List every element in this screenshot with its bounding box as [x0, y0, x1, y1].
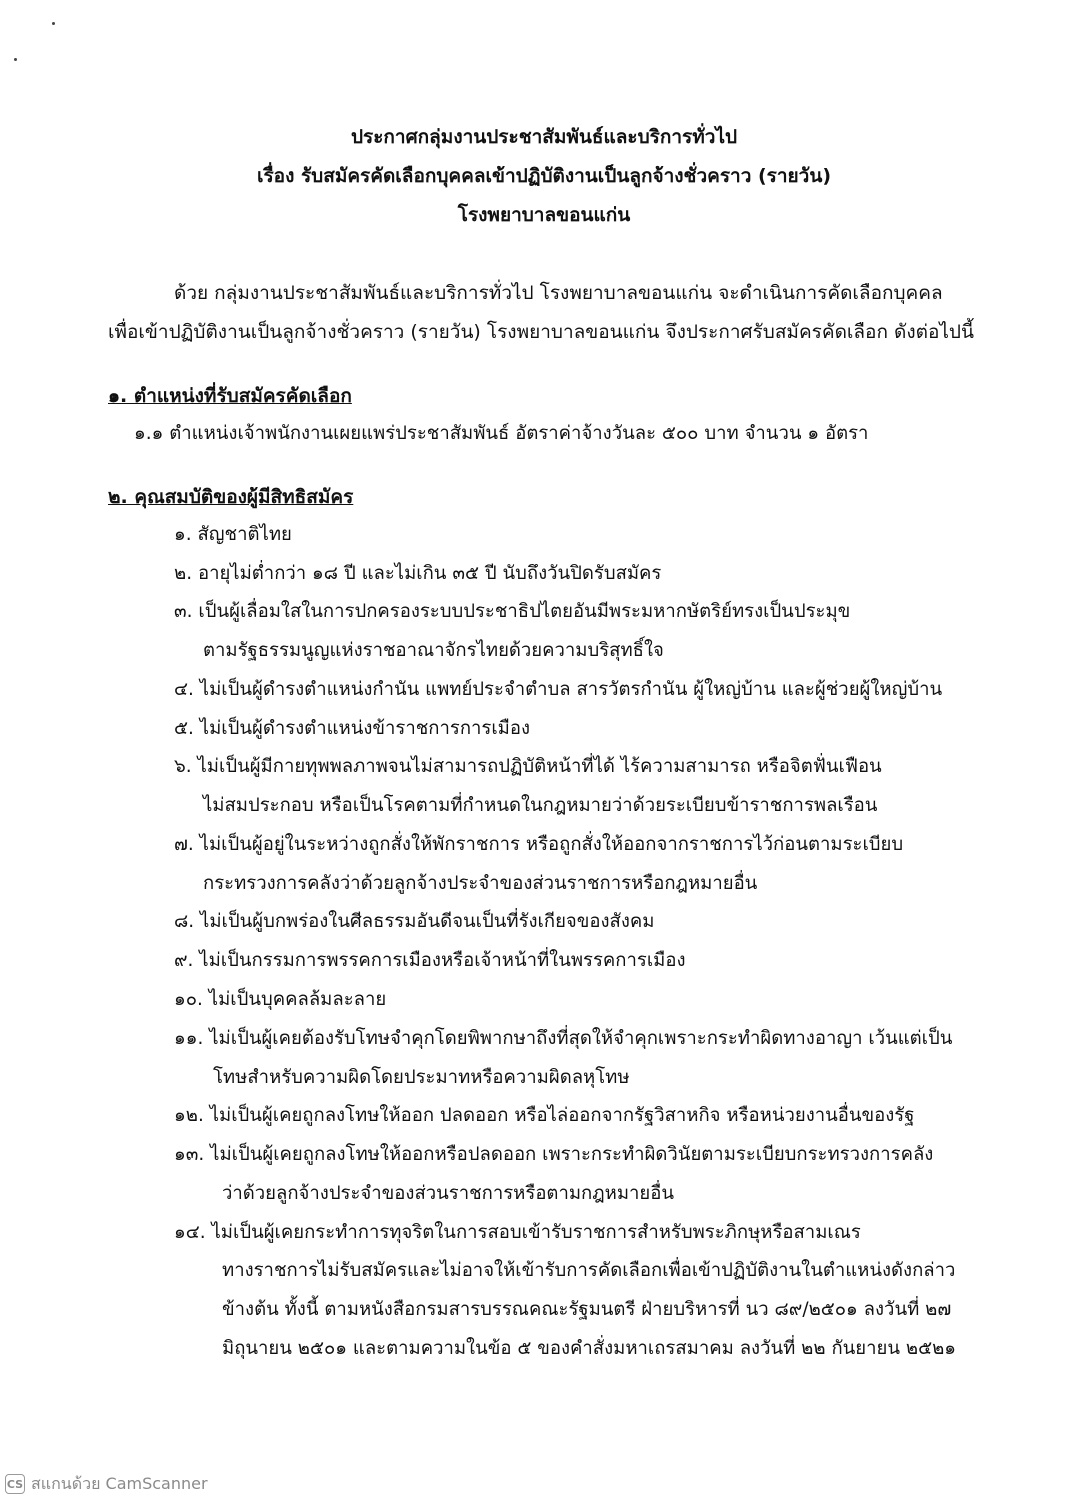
qualification-line: ทางราชการไม่รับสมัครและไม่อาจให้เข้ารับการคัดเลือกเพื่อเข้าปฏิบัติงานในตำแหน่งดังกล่าว — [222, 1260, 956, 1281]
position-item: ๑.๑ ตำแหน่งเจ้าพนักงานเผยแพร่ประชาสัมพันธ์ อัตราค่าจ้างวันละ ๕๐๐ บาท จำนวน ๑ อัตรา — [134, 423, 869, 444]
qualification-line: ๓. เป็นผู้เลื่อมใสในการปกครองระบบประชาธิปไตยอันมีพระมหากษัตริย์ทรงเป็นประมุข — [174, 601, 851, 622]
section-heading: ๒. คุณสมบัติของผู้มีสิทธิสมัคร — [108, 486, 354, 508]
scan-speck — [52, 22, 55, 25]
announcement-subject: เรื่อง รับสมัครคัดเลือกบุคคลเข้าปฏิบัติงานเป็นลูกจ้างชั่วคราว (รายวัน) — [256, 165, 832, 187]
qualification-line: ไม่สมประกอบ หรือเป็นโรคตามที่กำหนดในกฎหมายว่าด้วยระเบียบข้าราชการพลเรือน — [203, 795, 878, 816]
scan-speck — [14, 58, 17, 61]
intro-line: เพื่อเข้าปฏิบัติงานเป็นลูกจ้างชั่วคราว (รายวัน) โรงพยาบาลขอนแก่น จึงประกาศรับสมัครคัดเลือก ดังต่อไปนี้ — [108, 321, 974, 343]
qualification-line: โทษสำหรับความผิดโดยประมาทหรือความผิดลหุโทษ — [213, 1067, 630, 1088]
qualification-line: ๑๔. ไม่เป็นผู้เคยกระทำการทุจริตในการสอบเข้ารับราชการสำหรับพระภิกษุหรือสามเณร — [174, 1222, 861, 1243]
camscanner-logo-icon: CS — [5, 1474, 25, 1494]
hospital-name: โรงพยาบาลขอนแก่น — [457, 204, 631, 226]
intro-line: ด้วย กลุ่มงานประชาสัมพันธ์และบริการทั่วไป โรงพยาบาลขอนแก่น จะดำเนินการคัดเลือกบุคคล — [174, 282, 943, 304]
qualification-line: ข้างต้น ทั้งนี้ ตามหนังสือกรมสารบรรณคณะรัฐมนตรี ฝ่ายบริหารที่ นว ๘๙/๒๕๐๑ ลงวันที่ ๒๗ — [222, 1299, 952, 1320]
qualification-line: ๑๓. ไม่เป็นผู้เคยถูกลงโทษให้ออกหรือปลดออก เพราะกระทำผิดวินัยตามระเบียบกระทรวงการคลัง — [174, 1144, 934, 1165]
qualification-line: ตามรัฐธรรมนูญแห่งราชอาณาจักรไทยด้วยความบริสุทธิ์ใจ — [203, 640, 664, 661]
qualification-line: ๔. ไม่เป็นผู้ดำรงตำแหน่งกำนัน แพทย์ประจำตำบล สารวัตรกำนัน ผู้ใหญ่บ้าน และผู้ช่วยผู้ใหญ่บ้าน — [174, 679, 943, 700]
watermark-text: สแกนด้วย CamScanner — [31, 1473, 208, 1493]
qualification-line: ๑๐. ไม่เป็นบุคคลล้มละลาย — [174, 989, 387, 1010]
qualification-line: ๘. ไม่เป็นผู้บกพร่องในศีลธรรมอันดีจนเป็นที่รังเกียจของสังคม — [174, 911, 655, 932]
camscanner-watermark — [5, 1471, 208, 1497]
announcement-title: ประกาศกลุ่มงานประชาสัมพันธ์และบริการทั่วไป — [350, 126, 738, 148]
qualification-line: ๕. ไม่เป็นผู้ดำรงตำแหน่งข้าราชการการเมือง — [174, 718, 531, 739]
qualification-line: ๑. สัญชาติไทย — [174, 524, 292, 545]
qualification-line: ๑๑. ไม่เป็นผู้เคยต้องรับโทษจำคุกโดยพิพากษาถึงที่สุดให้จำคุกเพราะกระทำผิดทางอาญา เว้นแต่เป็น — [174, 1028, 953, 1049]
qualification-line: ๗. ไม่เป็นผู้อยู่ในระหว่างถูกสั่งให้พักราชการ หรือถูกสั่งให้ออกจากราชการไว้ก่อนตามระเบียบ — [174, 834, 904, 855]
qualification-line: ว่าด้วยลูกจ้างประจำของส่วนราชการหรือตามกฎหมายอื่น — [222, 1183, 675, 1204]
qualification-line: มิถุนายน ๒๕๐๑ และตามความในข้อ ๕ ของคำสั่งมหาเถรสมาคม ลงวันที่ ๒๒ กันยายน ๒๕๒๑ — [222, 1338, 957, 1359]
section-heading: ๑. ตำแหน่งที่รับสมัครคัดเลือก — [108, 385, 352, 407]
qualification-line: ๖. ไม่เป็นผู้มีกายทุพพลภาพจนไม่สามารถปฏิบัติหน้าที่ได้ ไร้ความสามารถ หรือจิตฟั่นเฟือน — [174, 756, 882, 777]
qualification-line: ๒. อายุไม่ต่ำกว่า ๑๘ ปี และไม่เกิน ๓๕ ปี นับถึงวันปิดรับสมัคร — [174, 563, 662, 584]
qualification-line: ๙. ไม่เป็นกรรมการพรรคการเมืองหรือเจ้าหน้าที่ในพรรคการเมือง — [174, 950, 686, 971]
qualification-line: ๑๒. ไม่เป็นผู้เคยถูกลงโทษให้ออก ปลดออก หรือไล่ออกจากรัฐวิสาหกิจ หรือหน่วยงานอื่นของรัฐ — [174, 1105, 915, 1126]
qualification-line: กระทรวงการคลังว่าด้วยลูกจ้างประจำของส่วนราชการหรือกฎหมายอื่น — [203, 873, 758, 894]
